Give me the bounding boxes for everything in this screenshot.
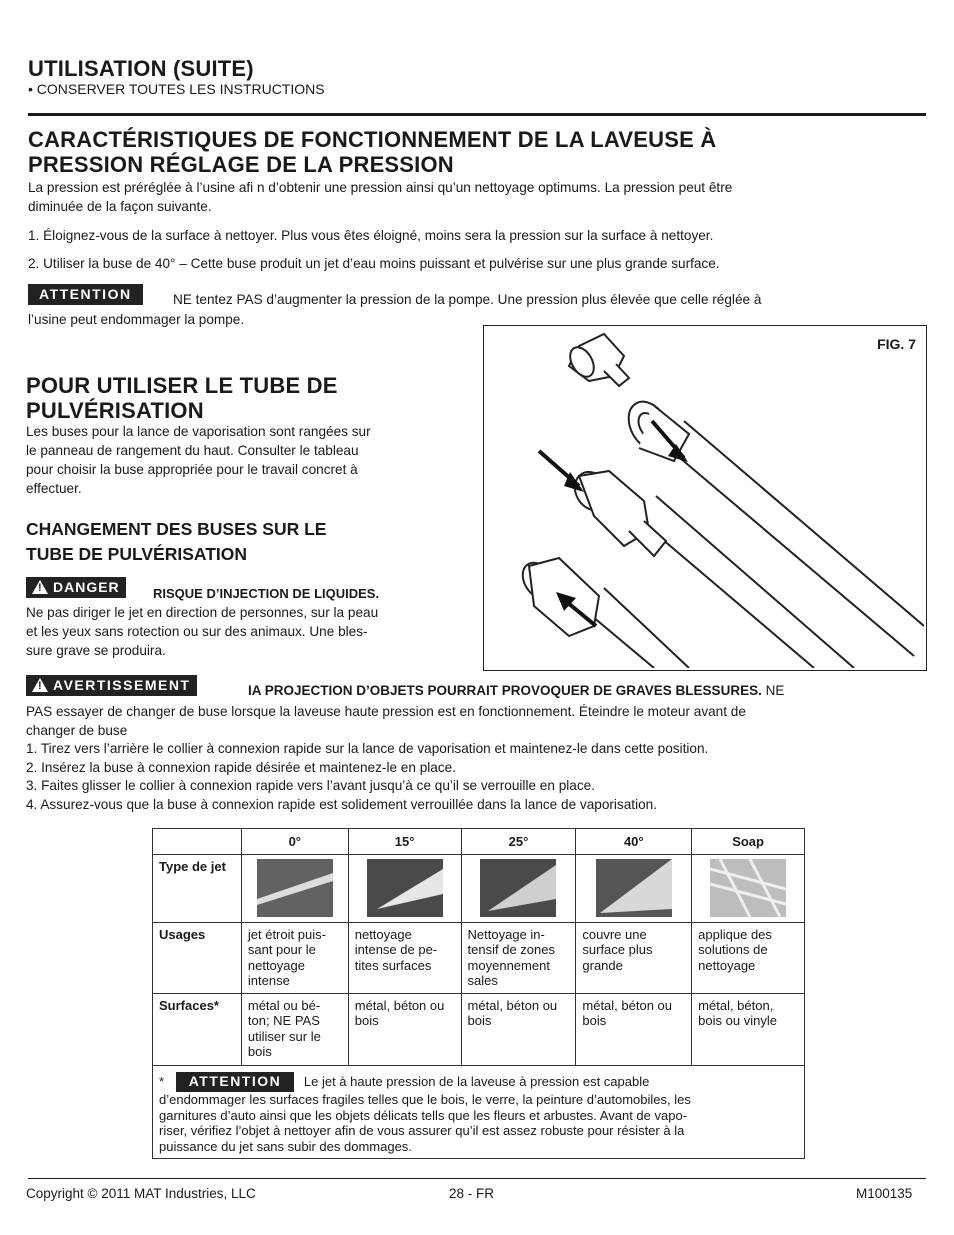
table-cell: nettoyage intense de pe-tites surfaces bbox=[348, 922, 461, 993]
section-title-change-nozzles bbox=[26, 517, 326, 567]
text-line: Ne pas diriger le jet en direction de personnes, sur la peau bbox=[26, 605, 379, 620]
jet-image-cell bbox=[576, 854, 692, 922]
table-header-empty bbox=[153, 829, 242, 855]
section-title-line: CHANGEMENT DES BUSES SUR LE bbox=[26, 519, 327, 539]
figure-label: FIG. 7 bbox=[877, 336, 916, 352]
step-item: 2. Insérez la buse à connexion rapide désirée et maintenez-le en place. bbox=[26, 759, 456, 775]
footer-copyright: Copyright © 2011 MAT Industries, LLC bbox=[26, 1186, 256, 1201]
page-header-title: UTILISATION (SUITE) bbox=[28, 56, 254, 81]
text-line: garnitures d’auto ainsi que les objets délicats tells que les fleurs et arbustes. Avant de vapo- bbox=[159, 1107, 688, 1123]
pressure-step-2: 2. Utiliser la buse de 40° – Cette buse produit un jet d’eau moins puissant et pulvérise sur une plus grande surface. bbox=[28, 256, 720, 271]
table-cell: applique des solutions de nettoyage bbox=[692, 922, 805, 993]
danger-badge bbox=[26, 577, 126, 598]
warning-tail: NE bbox=[761, 683, 785, 698]
text-line: d’endommager les surfaces fragiles telles que le bois, le verre, la peinture d’automobiles, les bbox=[159, 1092, 691, 1107]
footer-divider bbox=[28, 1178, 926, 1179]
header-divider bbox=[28, 113, 926, 116]
table-row bbox=[153, 993, 805, 1065]
row-heading: Type de jet bbox=[153, 854, 242, 922]
warning-heading-line bbox=[248, 683, 784, 698]
text-line: PAS essayer de changer de buse lorsque la laveuse haute pression est en fonctionnement. Éteindre le moteur avant de bbox=[26, 704, 746, 719]
jet-image-cell bbox=[241, 854, 348, 922]
text-line: Le jet à haute pression de la laveuse à pression est capable bbox=[303, 1073, 650, 1089]
section-title-line: TUBE DE PULVÉRISATION bbox=[26, 544, 248, 564]
table-header: 0° bbox=[241, 829, 348, 855]
table-header-row bbox=[153, 829, 805, 855]
warning-text bbox=[26, 702, 746, 740]
nozzle-table bbox=[152, 828, 805, 1159]
attention-badge bbox=[28, 284, 143, 305]
pressure-intro bbox=[28, 178, 732, 216]
jet-image-cell bbox=[461, 854, 576, 922]
change-nozzle-steps bbox=[26, 740, 708, 814]
table-header: Soap bbox=[692, 829, 805, 855]
soap-jet-image bbox=[710, 859, 786, 917]
spray-tube-paragraph bbox=[26, 422, 371, 498]
warning-label: AVERTISSEMENT bbox=[53, 677, 191, 693]
text-line: effectuer. bbox=[26, 481, 82, 496]
step-item: 1. Tirez vers l’arrière le collier à connexion rapide sur la lance de vaporisation et maintenez-le dans cette position. bbox=[26, 741, 709, 756]
section-title-spray-tube bbox=[26, 373, 338, 423]
table-header: 15° bbox=[348, 829, 461, 855]
text-line: et les yeux sans rotection ou sur des animaux. Une bles- bbox=[26, 624, 368, 639]
note-asterisk: * bbox=[159, 1073, 165, 1089]
footer-document-code: M100135 bbox=[856, 1186, 913, 1201]
nozzle-illustration bbox=[484, 326, 924, 668]
row-heading: Usages bbox=[153, 922, 242, 993]
jet-image-cell bbox=[348, 854, 461, 922]
table-cell: couvre une surface plus grande bbox=[576, 922, 692, 993]
jet-15-image bbox=[367, 859, 443, 917]
jet-image-cell bbox=[692, 854, 805, 922]
jet-40-image bbox=[596, 859, 672, 917]
jet-25-image bbox=[480, 859, 556, 917]
text-line: puissance du jet sans subir des dommages. bbox=[159, 1138, 412, 1154]
warning-heading: IA PROJECTION D’OBJETS POURRAIT PROVOQUER DE GRAVES BLESSURES. bbox=[248, 683, 762, 698]
text-line: pour choisir la buse appropriée pour le travail concret à bbox=[26, 462, 358, 477]
text-line: riser, vérifiez l’objet à nettoyer afin de vous assurer qu’il est assez robuste pour résister à la bbox=[159, 1123, 685, 1138]
figure-7 bbox=[483, 325, 927, 671]
warning-badge bbox=[26, 675, 197, 696]
section-title-line: PRESSION RÉGLAGE DE LA PRESSION bbox=[28, 152, 454, 177]
text-line: diminuée de la façon suivante. bbox=[28, 199, 212, 214]
table-cell: métal, béton, bois ou vinyle bbox=[692, 993, 805, 1065]
attention-text: NE tentez PAS d’augmenter la pression de la pompe. Une pression plus élevée que celle réglée à bbox=[173, 292, 762, 307]
footer-page-number: 28 - FR bbox=[449, 1186, 495, 1201]
danger-label: DANGER bbox=[53, 579, 120, 595]
jet-0-image bbox=[257, 859, 333, 917]
step-item: 4. Assurez-vous que la buse à connexion rapide est solidement verrouillée dans la lance de vaporisation. bbox=[26, 796, 657, 812]
table-cell: jet étroit puis-sant pour le nettoyage intense bbox=[241, 922, 348, 993]
warning-triangle-icon: ! bbox=[32, 580, 48, 594]
row-heading: Surfaces* bbox=[153, 993, 242, 1065]
table-cell: métal, béton ou bois bbox=[576, 993, 692, 1065]
text-line: le panneau de rangement du haut. Consulter le tableau bbox=[26, 443, 359, 458]
section-title-line: POUR UTILISER LE TUBE DE bbox=[26, 373, 338, 398]
step-item: 3. Faites glisser le collier à connexion rapide vers l’avant jusqu’à ce qu’il se verrouille en place. bbox=[26, 778, 595, 793]
text-line: changer de buse bbox=[26, 723, 128, 738]
danger-heading: RISQUE D’INJECTION DE LIQUIDES. bbox=[153, 586, 380, 601]
table-row bbox=[153, 854, 805, 922]
attention-text-cont: l’usine peut endommager la pompe. bbox=[28, 312, 245, 327]
table-note-row bbox=[153, 1065, 805, 1159]
warning-triangle-icon: ! bbox=[32, 678, 48, 692]
text-line: La pression est préréglée à l’usine afi n d’obtenir une pression ainsi qu’un nettoyage optimums. La pression peut être bbox=[28, 180, 733, 195]
table-header: 25° bbox=[461, 829, 576, 855]
text-line: sure grave se produira. bbox=[26, 643, 166, 658]
section-title-line: PULVÉRISATION bbox=[26, 398, 204, 423]
table-cell: métal, béton ou bois bbox=[461, 993, 576, 1065]
table-header: 40° bbox=[576, 829, 692, 855]
page-header-subtitle: • CONSERVER TOUTES LES INSTRUCTIONS bbox=[28, 81, 325, 97]
table-row bbox=[153, 922, 805, 993]
section-title-pressure bbox=[28, 127, 716, 177]
note-attention-label: ATTENTION bbox=[176, 1072, 295, 1093]
attention-label: ATTENTION bbox=[28, 284, 143, 305]
table-cell: Nettoyage in-tensif de zones moyennement sales bbox=[461, 922, 576, 993]
section-title-line: CARACTÉRISTIQUES DE FONCTIONNEMENT DE LA LAVEUSE À bbox=[28, 127, 717, 152]
text-line: Les buses pour la lance de vaporisation sont rangées sur bbox=[26, 424, 371, 439]
pressure-step-1: 1. Éloignez-vous de la surface à nettoyer. Plus vous êtes éloigné, moins sera la pression sur la surface à nettoyer. bbox=[28, 228, 714, 243]
nozzle-top-icon bbox=[565, 334, 629, 386]
table-cell: métal, béton ou bois bbox=[348, 993, 461, 1065]
table-cell: métal ou bé-ton; NE PAS utiliser sur le bois bbox=[241, 993, 348, 1065]
danger-text bbox=[26, 603, 378, 660]
table-note bbox=[153, 1065, 805, 1159]
